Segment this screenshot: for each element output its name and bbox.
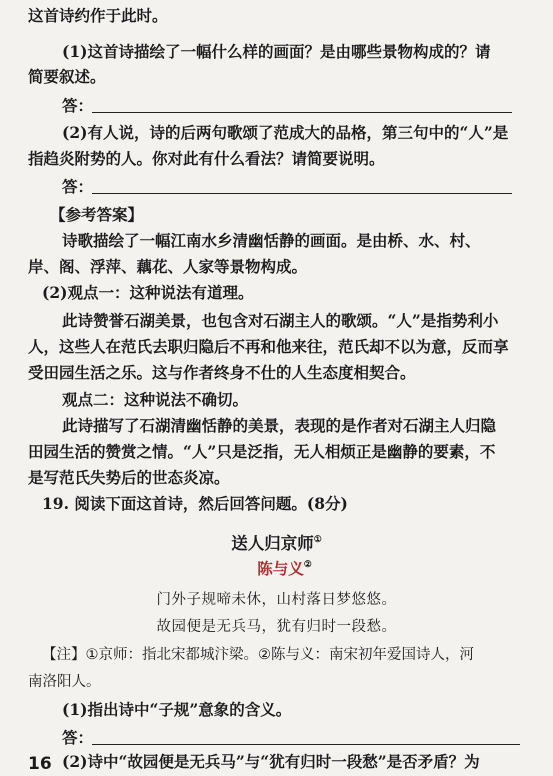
- annotation: 【注】①京师：指北宋都城汴梁。②陈与义：南宋初年爱国诗人，河: [42, 647, 474, 663]
- viewpoint-2: 观点二：这种说法不确切。: [62, 390, 249, 409]
- text-line: 简要叙述。: [28, 67, 106, 86]
- answer-blank: [92, 112, 512, 113]
- answer-text: 此诗描写了石湖清幽恬静的美景，表现的是作者对石湖主人归隐: [62, 416, 497, 435]
- answer-text: 诗歌描绘了一幅江南水乡清幽恬静的画面。是由桥、水、村、: [62, 231, 481, 250]
- answer-text: 人，这些人在范氏去职归隐后不再和他来往，范氏却不以为意，反而享: [28, 337, 509, 356]
- reference-answer-header: 【参考答案】: [50, 205, 144, 224]
- viewpoint-1: (2)观点一：这种说法有道理。: [42, 283, 254, 302]
- poem-line-2: 故园便是无兵马，犹有归时一段愁。: [156, 619, 397, 635]
- annotation: 南洛阳人。: [28, 674, 101, 690]
- question-19: 19. 阅读下面这首诗，然后回答问题。(8分): [42, 494, 348, 513]
- answer-label: 答：: [62, 177, 94, 196]
- poem-author: 陈与义②: [257, 559, 312, 578]
- text-line: 指趋炎附势的人。你对此有什么看法？请简要说明。: [28, 149, 385, 168]
- answer-text: 岸、阁、浮萍、藕花、人家等景物构成。: [28, 257, 308, 276]
- answer-label: 答：: [62, 728, 94, 747]
- poem-title: 送人归京师①: [231, 534, 322, 553]
- question-1: (1)这首诗描绘了一幅什么样的画面？是由哪些景物构成的？请: [62, 42, 491, 61]
- poem-line-1: 门外子规啼未休，山村落日梦悠悠。: [156, 592, 397, 608]
- question-19-2: (2)诗中“故园便是无兵马”与“犹有归时一段愁”是否矛盾？为: [62, 752, 480, 771]
- answer-blank: [92, 193, 512, 194]
- answer-text: 是写范氏失势后的世态炎凉。: [28, 468, 230, 487]
- answer-text: 受田园生活之乐。这与作者终身不仕的人生态度相契合。: [28, 363, 416, 382]
- answer-blank: [92, 744, 520, 745]
- page-number: 16: [28, 754, 56, 774]
- answer-text: 此诗赞誉石湖美景，也包含对石湖主人的歌颂。“人”是指势利小: [62, 311, 499, 330]
- question-19-1: (1)指出诗中“子规”意象的含义。: [62, 700, 292, 719]
- answer-text: 田园生活的赞赏之情。“人”只是泛指，无人相烦正是幽静的要素，不: [28, 442, 496, 461]
- text-line: 这首诗约作于此时。: [28, 6, 168, 25]
- question-2: (2)有人说，诗的后两句歌颂了范成大的品格，第三句中的“人”是: [62, 123, 509, 142]
- answer-label: 答：: [62, 96, 94, 115]
